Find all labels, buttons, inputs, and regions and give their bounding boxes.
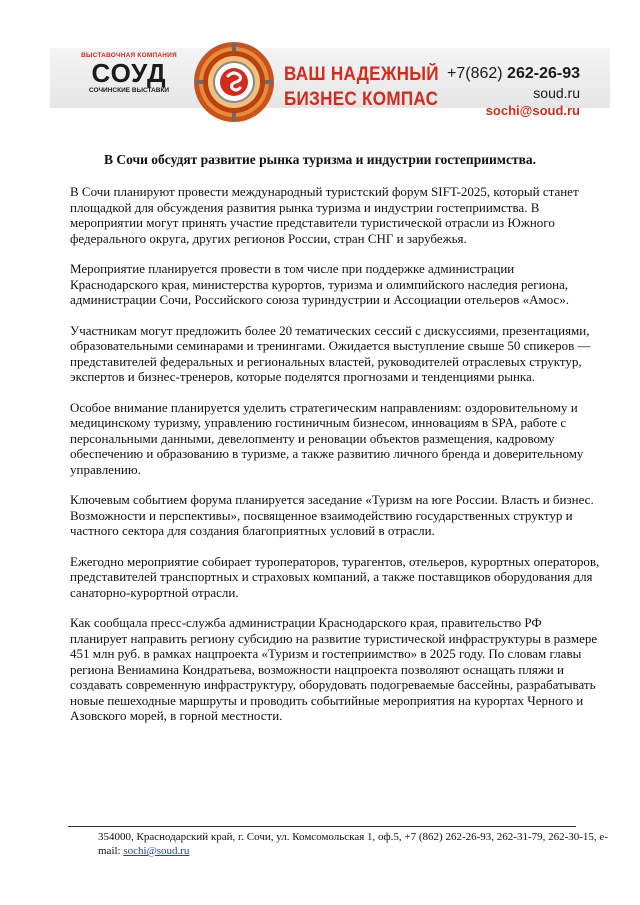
footer-email-link[interactable]: sochi@soud.ru bbox=[123, 845, 190, 857]
slogan-line-1: ВАШ НАДЕЖНЫЙ bbox=[284, 64, 439, 85]
brand-name: СОУД bbox=[91, 58, 167, 88]
paragraph: Ежегодно мероприятие собирает туроператоров, турагентов, отельеров, курортных операторов, представителей транспортных и страховых компаний, а также поставщиков оборудования для санаторно-курортной отрасли. bbox=[70, 553, 600, 600]
company-label: ВЫСТАВОЧНАЯ КОМПАНИЯ bbox=[81, 52, 177, 59]
paragraph: В Сочи планируют провести международный туристский форум SIFT-2025, который станет площадкой для обсуждения развития рынка туризма и индустрии гостеприимства. В мероприятии могут принять участие представители туристической отрасли из Южного федерального округа, других регионов России, стран СНГ и зарубежья. bbox=[70, 184, 579, 246]
header-email[interactable]: sochi@soud.ru bbox=[485, 103, 580, 118]
paragraph: Участникам могут предложить более 20 тематических сессий с дискуссиями, презентациями, образовательными семинарами и тренингами. Ожидается выступление свыше 50 спикеров — представителей федеральных и региональных властей, руководителей отраслевых структур, экспертов и бизнес-тренеров, которые поделятся прогнозами и тенденциями рынка. bbox=[70, 322, 591, 384]
paragraph: Особое внимание планируется уделить стратегическим направлениям: оздоровительному и медицинскому туризму, управлению гостиничным бизнесом, инновациям в SPA, работе с персональными данными, девелопменту и реновации объектов размещения, кадровому обеспечению и образованию в туризме, а также развитию личного бренда и доверительному управлению. bbox=[70, 399, 584, 477]
compass-emblem-icon bbox=[192, 40, 276, 124]
header-site[interactable]: soud.ru bbox=[533, 85, 580, 101]
brand-logo bbox=[74, 52, 184, 94]
slogan-line-2: БИЗНЕС КОМПАС bbox=[284, 89, 439, 110]
slogan bbox=[284, 62, 439, 112]
paragraph: Мероприятие планируется провести в том числе при поддержке администрации Краснодарского края, министерства курортов, туризма и олимпийского наследия региона, администрации Сочи, Российского союза туриндустрии и Ассоциации отельеров «Амос». bbox=[70, 261, 570, 307]
header-phone bbox=[447, 64, 580, 84]
brand-subtitle: СОЧИНСКИЕ ВЫСТАВКИ bbox=[88, 87, 170, 94]
article-body bbox=[70, 184, 600, 739]
letterhead bbox=[0, 38, 640, 134]
paragraph: Как сообщала пресс-служба администрации Краснодарского края, правительство РФ планирует направить региону субсидию на развитие туристической инфраструктуры в размере 451 млн руб. в рамках нацпроекта «Туризм и гостеприимство» в 2025 году. По словам главы региона Вениамина Кондратьева, возможности нацпроекта позволяют оснащать пляжи и создавать современную инфраструктуру, оборудовать подогреваемые бассейны, разрабатывать новые пешеходные маршруты и проводить событийные мероприятия на курортах Черного и Азовского морей, в горной местности. bbox=[70, 615, 598, 723]
phone-number: 262-26-93 bbox=[507, 65, 580, 82]
footer-address bbox=[98, 830, 608, 858]
article-title: В Сочи обсудят развитие рынка туризма и индустрии гостеприимства. bbox=[104, 152, 536, 167]
header-contacts bbox=[447, 64, 580, 120]
paragraph: Ключевым событием форума планируется заседание «Туризм на юге России. Власть и бизнес. Возможности и перспективы», посвященное взаимодействию государственных структур и частного сектора для создания благоприятных условий в отрасли. bbox=[70, 492, 594, 538]
phone-prefix: +7(862) bbox=[447, 65, 503, 82]
footer-address-text: 354000, Краснодарский край, г. Сочи, ул. Комсомольская 1, оф.5, +7 (862) 262-26-93, 262-31-79, 262-30-15, e-mail: bbox=[98, 831, 608, 857]
footer-divider bbox=[68, 826, 576, 827]
